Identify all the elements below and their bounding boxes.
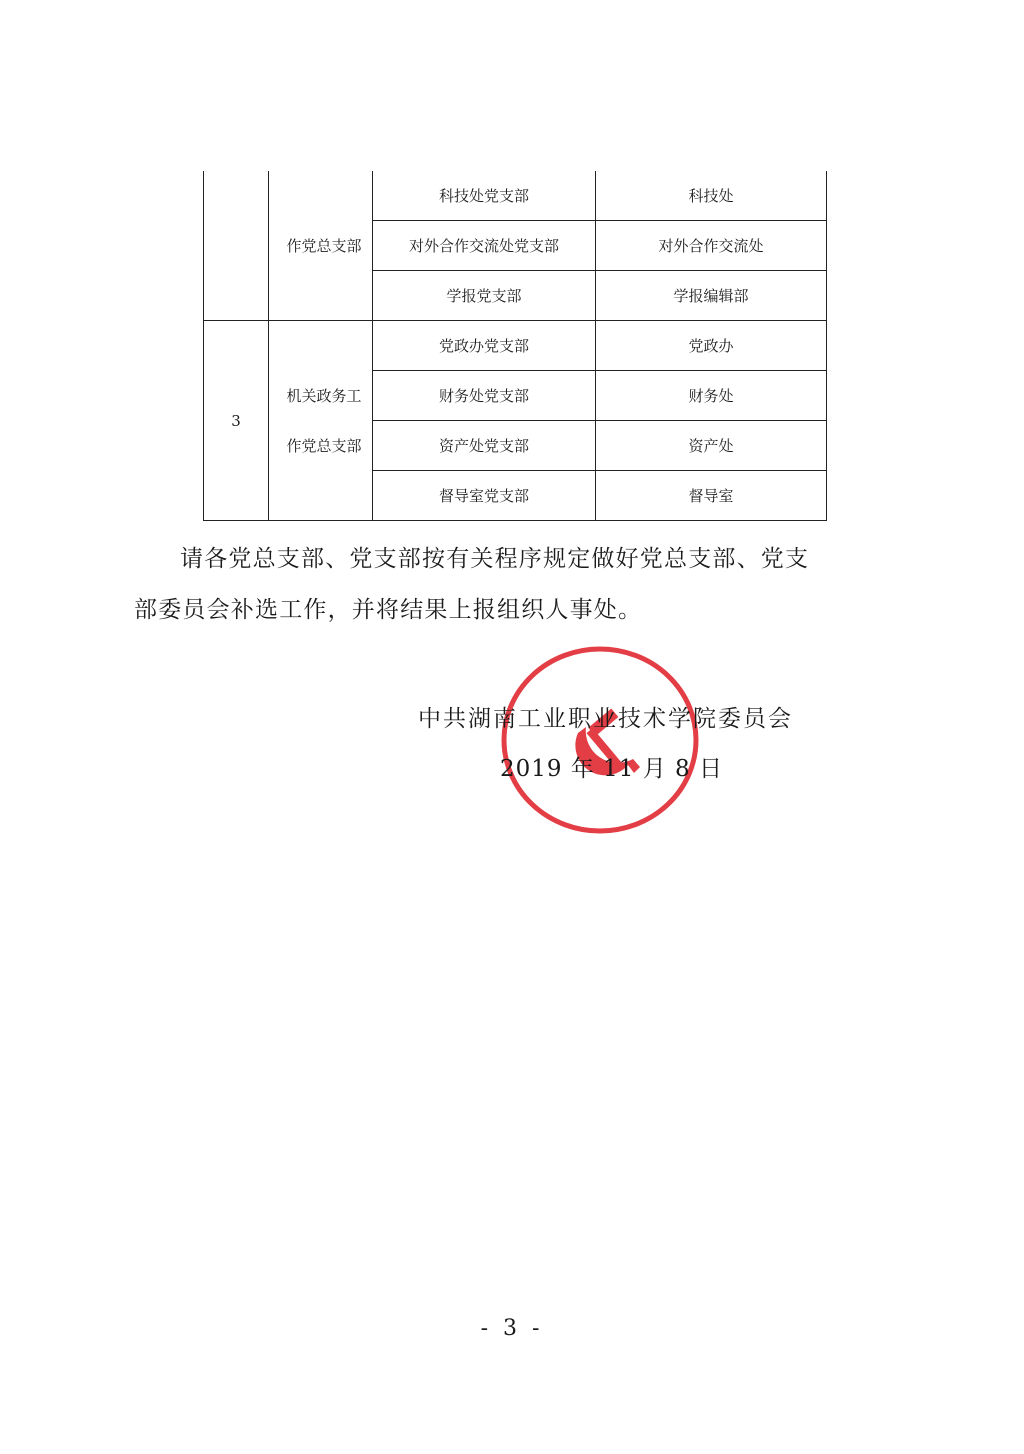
- unit-cell: 党政办: [596, 321, 827, 371]
- table-row: [204, 171, 827, 221]
- group-cell: [269, 321, 373, 521]
- branch-cell: 资产处党支部: [373, 421, 596, 471]
- seq-cell: 3: [204, 321, 269, 521]
- unit-cell: 督导室: [596, 471, 827, 521]
- issuer-name: 中共湖南工业职业技术学院委员会: [418, 706, 793, 732]
- issue-date: 2019 年 11 月 8 日: [500, 756, 723, 782]
- unit-cell: 科技处: [596, 171, 827, 221]
- branch-cell: 学报党支部: [373, 271, 596, 321]
- branch-cell: 对外合作交流处党支部: [373, 221, 596, 271]
- unit-cell: 资产处: [596, 421, 827, 471]
- table-row: [204, 321, 827, 371]
- group-name-line1: 机关政务工: [286, 386, 362, 405]
- seq-cell: [204, 171, 269, 321]
- branch-table: [203, 171, 827, 521]
- official-seal: [500, 645, 700, 835]
- unit-cell: 对外合作交流处: [596, 221, 827, 271]
- unit-cell: 学报编辑部: [596, 271, 827, 321]
- branch-cell: 财务处党支部: [373, 371, 596, 421]
- branch-cell: 督导室党支部: [373, 471, 596, 521]
- group-name-line2: 作党总支部: [286, 436, 362, 455]
- group-name: 作党总支部: [286, 236, 362, 255]
- branch-cell: 党政办党支部: [373, 321, 596, 371]
- branch-cell: 科技处党支部: [373, 171, 596, 221]
- unit-cell: 财务处: [596, 371, 827, 421]
- body-paragraph-line1: 请各党总支部、党支部按有关程序规定做好党总支部、党支: [180, 546, 810, 572]
- group-cell: [269, 171, 373, 321]
- page-number: - 3 -: [480, 1316, 544, 1341]
- body-paragraph-line2: 部委员会补选工作，并将结果上报组织人事处。: [134, 597, 643, 623]
